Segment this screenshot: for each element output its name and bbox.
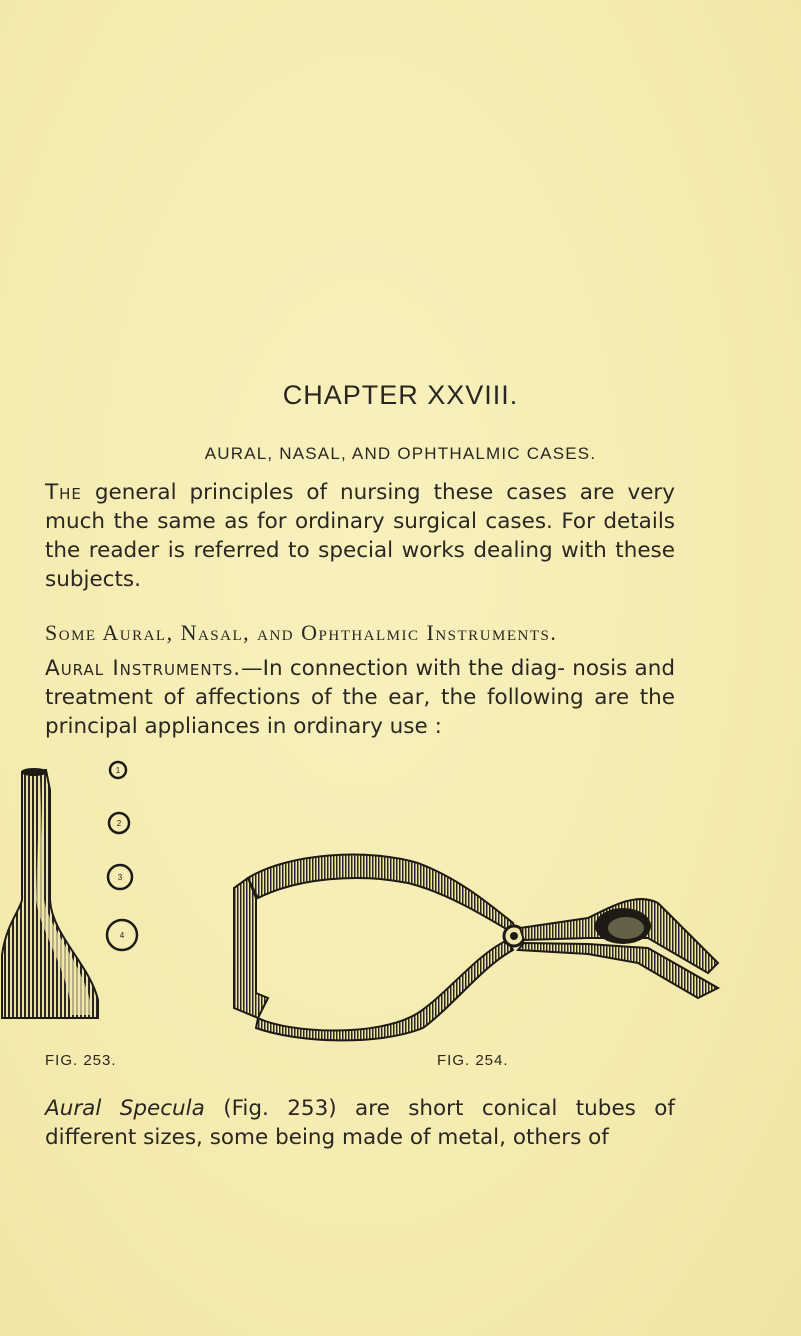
chapter-subtitle: AURAL, NASAL, AND OPHTHALMIC CASES. xyxy=(204,444,597,463)
intro-lead: The xyxy=(45,480,82,505)
section-heading: Some Aural, Nasal, and Ophthalmic Instruments. xyxy=(45,620,558,645)
speculum-sizes-illustration xyxy=(104,755,154,965)
aural-lead: Aural Instruments. xyxy=(45,656,242,681)
specula-term: Aural Specula xyxy=(45,1096,205,1121)
speculum-number-2: 2 xyxy=(116,819,122,828)
figure-254-caption: FIG. 254. xyxy=(437,1052,509,1069)
specula-text: (Fig. 253) are short conical tubes of different sizes, some being made of metal, others of xyxy=(45,1096,675,1150)
speculum-forceps-illustration xyxy=(228,848,728,1043)
intro-text: general principles of nursing these cases are very much the same as for ordinary surgical cases. For details the reader is referred to special works dealing with these subjects. xyxy=(45,480,675,592)
intro-paragraph xyxy=(45,478,675,594)
chapter-title: CHAPTER XXVIII. xyxy=(282,380,519,410)
specula-paragraph xyxy=(45,1094,675,1152)
aural-paragraph xyxy=(45,654,675,741)
speculum-number-3: 3 xyxy=(117,873,123,882)
speculum-tube-illustration xyxy=(0,760,110,1025)
speculum-number-1: 1 xyxy=(115,766,121,775)
figure-253-caption: FIG. 253. xyxy=(45,1052,117,1069)
speculum-number-4: 4 xyxy=(119,931,125,940)
aural-text: —In connection with the diag- nosis and treatment of affections of the ear, the following are the principal appliances in ordinary use : xyxy=(45,656,676,739)
